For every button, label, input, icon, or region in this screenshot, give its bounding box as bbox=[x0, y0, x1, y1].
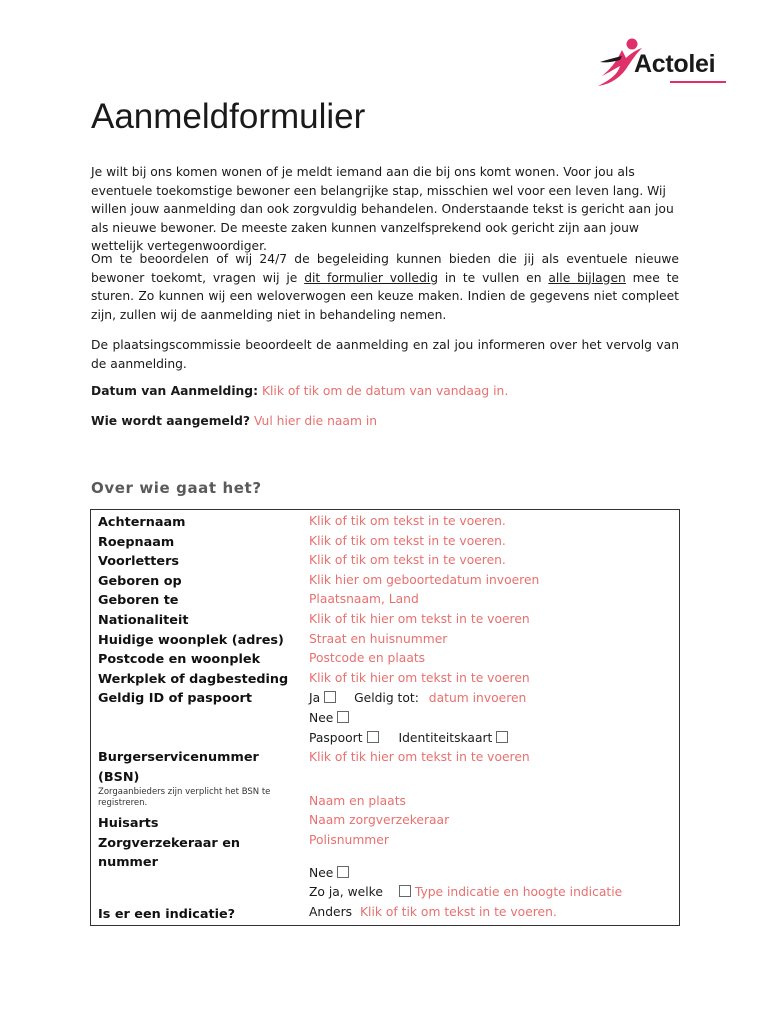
geboortedatum-input[interactable]: Klik hier om geboortedatum invoeren bbox=[309, 572, 540, 587]
polisnummer-input[interactable]: Polisnummer bbox=[309, 832, 389, 847]
achternaam-input[interactable]: Klik of tik om tekst in te voeren. bbox=[309, 514, 506, 528]
indication-no-label: Nee bbox=[309, 865, 334, 880]
indication-other-input[interactable]: Klik of tik om tekst in te voeren. bbox=[359, 904, 557, 919]
passport-label: Paspoort bbox=[309, 730, 363, 745]
intro-paragraph-2 bbox=[91, 250, 679, 324]
date-field bbox=[91, 382, 508, 400]
zorgverzekeraar-input[interactable]: Naam zorgverzekeraar bbox=[309, 813, 450, 828]
id-card-label: Identiteitskaart bbox=[398, 730, 493, 745]
row-label-bsn: Burgerservicenummer (BSN) bbox=[98, 749, 259, 785]
huisarts-input[interactable]: Naam en plaats bbox=[309, 793, 406, 808]
row-label-achternaam: Achternaam bbox=[98, 515, 186, 530]
row-label-roepnaam: Roepnaam bbox=[98, 534, 175, 550]
valid-until-label: Geldig tot: bbox=[354, 691, 419, 706]
date-input[interactable]: Klik of tik om de datum van vandaag in. bbox=[261, 384, 509, 398]
nationaliteit-input[interactable]: Klik of tik hier om tekst in te voeren bbox=[309, 611, 530, 626]
indication-type-input[interactable]: Type indicatie en hoogte indicatie bbox=[414, 885, 623, 900]
intro-paragraph-3: De plaatsingscommissie beoordeelt de aanmelding en zal jou informeren over het vervolg van de aanmelding. bbox=[91, 338, 679, 371]
indication-other-line bbox=[309, 903, 679, 923]
logo-wordmark: Actolei bbox=[634, 50, 716, 78]
row-label-huisarts: Huisarts bbox=[98, 816, 159, 832]
voorletters-input[interactable]: Klik of tik om tekst in te voeren. bbox=[309, 553, 506, 568]
id-yes-checkbox[interactable] bbox=[324, 691, 336, 703]
row-label-woonplek: Huidige woonplek (adres) bbox=[98, 632, 284, 648]
row-label-geboren-op: Geboren op bbox=[98, 573, 182, 589]
id-type-line bbox=[309, 729, 679, 749]
id-card-checkbox[interactable] bbox=[496, 731, 508, 743]
row-label-voorletters: Voorletters bbox=[98, 554, 180, 570]
labels-cell bbox=[91, 510, 304, 926]
row-label-zorgverzekeraar: Zorgverzekeraar en nummer bbox=[98, 835, 240, 871]
adres-input[interactable]: Straat en huisnummer bbox=[309, 631, 448, 646]
row-label-postcode: Postcode en woonplek bbox=[98, 652, 261, 668]
id-yes-line bbox=[309, 689, 679, 709]
valid-until-input[interactable]: datum invoeren bbox=[428, 691, 527, 706]
intro-text: in te vullen en bbox=[438, 270, 549, 285]
personal-details-table bbox=[90, 509, 680, 926]
bsn-input[interactable]: Klik of tik hier om tekst in te voeren bbox=[309, 750, 530, 765]
person-name-input[interactable]: Vul hier die naam in bbox=[253, 414, 378, 428]
intro-text: mee te sturen. Zo kunnen wij een weloverwogen een keuze maken. Indien de gegevens niet compleet zijn, zullen wij de aanmelding niet in behandeling nemen. bbox=[91, 270, 679, 322]
logo-subtitle bbox=[670, 81, 726, 83]
person-field bbox=[91, 412, 377, 430]
indication-yes-label: Zo ja, welke bbox=[309, 885, 383, 900]
values-cell bbox=[303, 510, 680, 926]
page-title: Aanmeldformulier bbox=[91, 97, 366, 136]
row-label-indicatie: Is er een indicatie? bbox=[98, 906, 236, 922]
werkplek-input[interactable]: Klik of tik hier om tekst in te voeren bbox=[309, 670, 530, 685]
passport-checkbox[interactable] bbox=[367, 731, 379, 743]
intro-paragraph-1: Je wilt bij ons komen wonen of je meldt iemand aan die bij ons komt wonen. Voor jou als eventuele toekomstige bewoner een belangrijke stap, misschien wel voor een leven lang. Wij willen jouw aanmelding dan ook zorgvuldig behandelen. Onderstaande tekst is gericht aan jou als nieuwe bewoner. De meeste zaken kunnen vanzelfsprekend ook gericht zijn aan jouw wettelijk vertegenwoordiger. bbox=[91, 165, 674, 253]
indication-no-checkbox[interactable] bbox=[337, 866, 349, 878]
date-label: Datum van Aanmelding: bbox=[91, 384, 259, 398]
bsn-note: Zorgaanbieders zijn verplicht het BSN te registreren. bbox=[98, 787, 271, 809]
id-no-checkbox[interactable] bbox=[337, 711, 349, 723]
section-heading: Over wie gaat het? bbox=[91, 479, 262, 497]
underlined-phrase-attachments: alle bijlagen bbox=[548, 270, 626, 285]
id-yes-label: Ja bbox=[309, 691, 321, 706]
row-label-werkplek: Werkplek of dagbesteding bbox=[98, 671, 289, 687]
indication-yes-checkbox[interactable] bbox=[399, 885, 411, 897]
id-no-line bbox=[309, 709, 679, 729]
row-label-geboren-te: Geboren te bbox=[98, 593, 179, 609]
row-label-id: Geldig ID of paspoort bbox=[98, 691, 252, 707]
underlined-phrase-form: dit formulier volledig bbox=[304, 270, 439, 285]
intro-text: Om te beoordelen of wij 24/7 de begeleiding kunnen bieden die jij als eventuele nieuwe bewoner toekomt, vragen wij je bbox=[91, 252, 679, 285]
postcode-input[interactable]: Postcode en plaats bbox=[309, 651, 426, 666]
indication-yes-line bbox=[309, 883, 679, 903]
actolei-logo bbox=[592, 36, 742, 92]
geboorteplaats-input[interactable]: Plaatsnaam, Land bbox=[309, 592, 419, 607]
indication-other-label: Anders bbox=[309, 904, 353, 919]
roepnaam-input[interactable]: Klik of tik om tekst in te voeren. bbox=[309, 533, 506, 548]
person-label: Wie wordt aangemeld? bbox=[91, 414, 251, 428]
id-no-label: Nee bbox=[309, 710, 334, 725]
row-label-nationaliteit: Nationaliteit bbox=[98, 612, 189, 628]
indication-no-line bbox=[309, 864, 679, 884]
